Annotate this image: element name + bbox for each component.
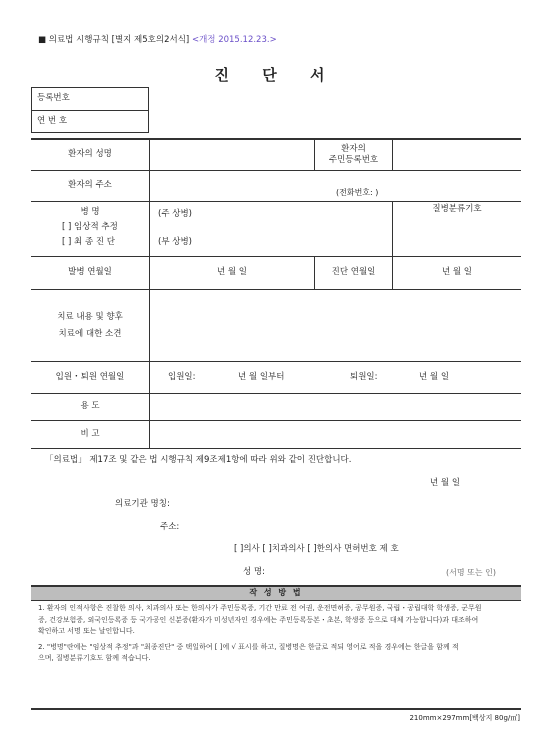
instructions-title-divider xyxy=(31,600,521,601)
admission-in-label: 입원일: xyxy=(168,371,196,382)
admission-out-field[interactable]: 년 월 일 xyxy=(419,371,450,382)
purpose-label: 용 도 xyxy=(80,401,100,412)
purpose-field[interactable] xyxy=(150,394,521,420)
resident-number-label-line2: 주민등록번호 xyxy=(328,155,379,165)
instruction-2-line1: 2. "병명"란에는 "임상적 추정"과 "최종진단" 중 택일하여 [ ]에 √ 표시를 하고, 질병명은 한글로 적되 영어로 적을 경우에는 한글을 함께 적 xyxy=(38,642,459,651)
revision-date: <개정 2015.12.23.> xyxy=(191,35,277,45)
patient-name-label: 환자의 성명 xyxy=(68,149,112,160)
resident-number-label-line1: 환자의 xyxy=(341,143,366,154)
serial-number-label: 연 번 호 xyxy=(37,116,68,127)
form-reference: ■ 의료법 시행규칙 [별지 제5호의2서식] xyxy=(38,35,190,45)
diagnosis-date-field[interactable]: 년 월 일 xyxy=(441,267,473,278)
treatment-opinion-label xyxy=(31,290,149,361)
instructions-body xyxy=(38,603,522,665)
onset-date-label: 발병 연월일 xyxy=(68,267,112,278)
clinical-estimate-checkbox[interactable]: [ ] 임상적 추정 xyxy=(62,221,118,232)
signature-hint: (서명 또는 인) xyxy=(446,567,496,577)
instruction-1-line2: 증, 건강보험증, 외국인등록증 등 국가공인 신분증(환자가 미성년자인 경우에는 주민등록등본・초본, 학생증 등으로 대체 가능합니다)과 대조하여 xyxy=(38,615,479,624)
remarks-label: 비 고 xyxy=(80,428,100,439)
main-disease-field[interactable]: (주 상병) xyxy=(158,208,192,219)
row-divider xyxy=(31,201,521,202)
institution-name-label: 의료기관 명칭: xyxy=(115,499,170,510)
document-title: 진 단 서 xyxy=(214,66,339,84)
phone-number-field[interactable]: (전화번호: ) xyxy=(336,187,379,197)
instruction-1-line1: 1. 환자의 인적사항은 진찰한 의사, 치과의사 또는 한의사가 주민등록증, 기간 만료 전 여권, 운전면허증, 공무원증, 국립・공립대학 학생증, 군무원 xyxy=(38,604,482,612)
diagnosis-statement: 「의료법」 제17조 및 같은 법 시행규칙 제9조제1항에 따라 위와 같이 진단합니다. xyxy=(45,455,352,466)
admission-in-field[interactable]: 년 월 일부터 xyxy=(238,371,285,382)
final-diagnosis-checkbox[interactable]: [ ] 최 종 진 단 xyxy=(62,236,115,247)
doctor-type-checkboxes[interactable]: [ ]의사 [ ]치과의사 [ ]한의사 면허번호 제 호 xyxy=(234,544,399,555)
admission-out-label: 퇴원일: xyxy=(350,371,378,382)
diagnosis-date-label: 진단 연월일 xyxy=(331,267,376,278)
treatment-opinion-line1: 치료 내용 및 향후 xyxy=(57,312,123,323)
instruction-2-line2: 으며, 질병분류기호도 함께 적습니다. xyxy=(38,654,151,663)
resident-number-field[interactable] xyxy=(393,140,521,170)
disease-code-field[interactable] xyxy=(393,218,521,256)
patient-name-field[interactable] xyxy=(150,140,314,170)
registration-number-label: 등록번호 xyxy=(37,93,70,104)
institution-address-label: 주소: xyxy=(160,522,180,533)
sub-disease-field[interactable]: (부 상병) xyxy=(158,236,192,247)
treatment-opinion-line2: 치료에 대한 소견 xyxy=(58,328,122,339)
instruction-1-line3: 확인하고 서명 또는 날인합니다. xyxy=(38,627,135,636)
disease-label: 병 명 xyxy=(80,207,100,218)
resident-number-label xyxy=(315,140,392,170)
issue-date-field[interactable]: 년 월 일 xyxy=(430,478,461,489)
signer-name-label: 성 명: xyxy=(243,567,265,578)
admission-dates-label: 입원・퇴원 연월일 xyxy=(55,371,125,382)
patient-address-label: 환자의 주소 xyxy=(68,180,112,191)
instructions-title: 작 성 방 법 xyxy=(31,587,521,600)
remarks-field[interactable] xyxy=(150,421,521,448)
form-header xyxy=(38,33,277,45)
form-bottom-border xyxy=(31,448,521,449)
onset-date-field[interactable]: 년 월 일 xyxy=(216,267,248,278)
paper-size-note: 210mm×297mm[백상지 80g/㎡] xyxy=(409,714,520,722)
disease-code-label: 질병분류기호 xyxy=(432,204,482,215)
instructions-bottom-border xyxy=(31,708,521,710)
treatment-opinion-field[interactable] xyxy=(150,290,521,361)
